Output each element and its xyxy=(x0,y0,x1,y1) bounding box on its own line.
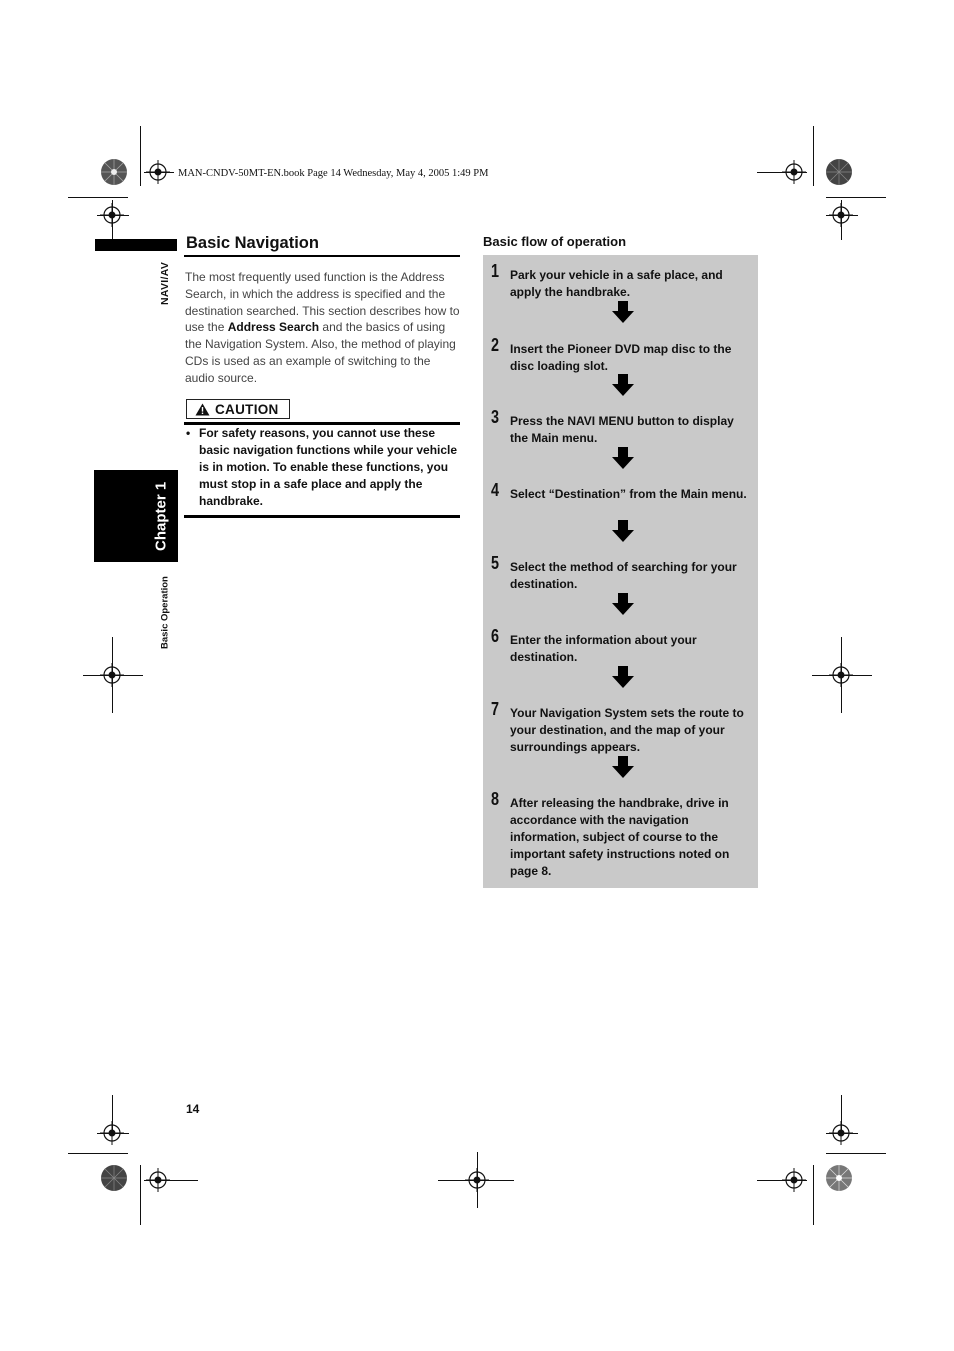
step-text: Insert the Pioneer DVD map disc to the disc loading slot. xyxy=(510,342,732,373)
registration-mark-icon xyxy=(782,1168,806,1192)
down-arrow-icon xyxy=(612,520,634,542)
step-number: 5 xyxy=(491,553,500,573)
registration-mark-icon xyxy=(146,160,170,184)
step-number: 3 xyxy=(491,407,500,427)
intro-text-2: and the basics of using the Navigation System. Also, the method of playing CDs is used as an example of switching to the audio source. xyxy=(185,320,456,385)
caution-label: CAUTION xyxy=(215,401,279,417)
caution-bullet: • xyxy=(186,426,191,440)
step-number: 4 xyxy=(491,480,500,500)
step-text: After releasing the handbrake, drive in accordance with the navigation information, subject of course to the important safety instructions noted on page 8. xyxy=(510,796,730,878)
rosette-mark-icon xyxy=(826,159,852,185)
caution-text: For safety reasons, you cannot use these basic navigation functions while your vehicle is in motion. To enable these functions, you must stop in a safe place and apply the handbrake. xyxy=(199,426,458,508)
down-arrow-icon xyxy=(612,374,634,396)
step-text: Press the NAVI MENU button to display the Main menu. xyxy=(510,414,734,445)
step-number: 8 xyxy=(491,789,500,809)
registration-mark-icon xyxy=(100,663,124,687)
flow-title: Basic flow of operation xyxy=(483,234,627,249)
intro-bold-term: Address Search xyxy=(227,320,320,335)
step-number: 2 xyxy=(491,335,500,355)
step-text: Your Navigation System sets the route to your destination, and the map of your surroundings appears. xyxy=(510,706,744,754)
registration-mark-icon xyxy=(100,203,124,227)
step-text: Enter the information about your destination. xyxy=(510,633,697,664)
registration-mark-icon xyxy=(782,160,806,184)
registration-mark-icon xyxy=(465,1168,489,1192)
registration-mark-icon xyxy=(100,1121,124,1145)
warning-triangle-icon xyxy=(195,403,210,416)
step-number: 7 xyxy=(491,699,500,719)
book-info-header: MAN-CNDV-50MT-EN.book Page 14 Wednesday, May 4, 2005 1:49 PM xyxy=(178,168,489,179)
step-number: 1 xyxy=(491,261,500,281)
rosette-mark-icon xyxy=(101,159,127,185)
sidebar-navi-av-label: NAVI/AV xyxy=(159,261,171,305)
flow-box xyxy=(483,255,758,888)
registration-mark-icon xyxy=(829,1121,853,1145)
down-arrow-icon xyxy=(612,666,634,688)
down-arrow-icon xyxy=(612,301,634,323)
registration-mark-icon xyxy=(146,1168,170,1192)
registration-mark-icon xyxy=(829,203,853,227)
sidebar-section-label: Basic Operation xyxy=(159,576,171,650)
intro-paragraph xyxy=(185,269,461,387)
caution-rule-bottom xyxy=(184,515,460,518)
caution-heading xyxy=(186,399,290,419)
registration-mark-icon xyxy=(829,663,853,687)
sidebar-top-bar xyxy=(95,239,177,251)
chapter-label: Chapter 1 xyxy=(152,481,170,551)
down-arrow-icon xyxy=(612,756,634,778)
page-number: 14 xyxy=(186,1102,200,1116)
step-number: 6 xyxy=(491,626,500,646)
down-arrow-icon xyxy=(612,447,634,469)
step-text: Park your vehicle in a safe place, and apply the handbrake. xyxy=(510,268,723,299)
section-title: Basic Navigation xyxy=(186,234,319,252)
down-arrow-icon xyxy=(612,593,634,615)
intro-text-1: The most frequently used function is the Address Search, in which the address is specified and the destination searched. This section describes how to use the xyxy=(185,270,460,335)
step-text: Select the method of searching for your destination. xyxy=(510,560,737,591)
title-rule xyxy=(184,255,460,257)
step-text: Select “Destination” from the Main menu. xyxy=(510,487,747,501)
chapter-tab xyxy=(94,470,178,562)
rosette-mark-icon xyxy=(101,1165,127,1191)
rosette-mark-icon xyxy=(826,1165,852,1191)
